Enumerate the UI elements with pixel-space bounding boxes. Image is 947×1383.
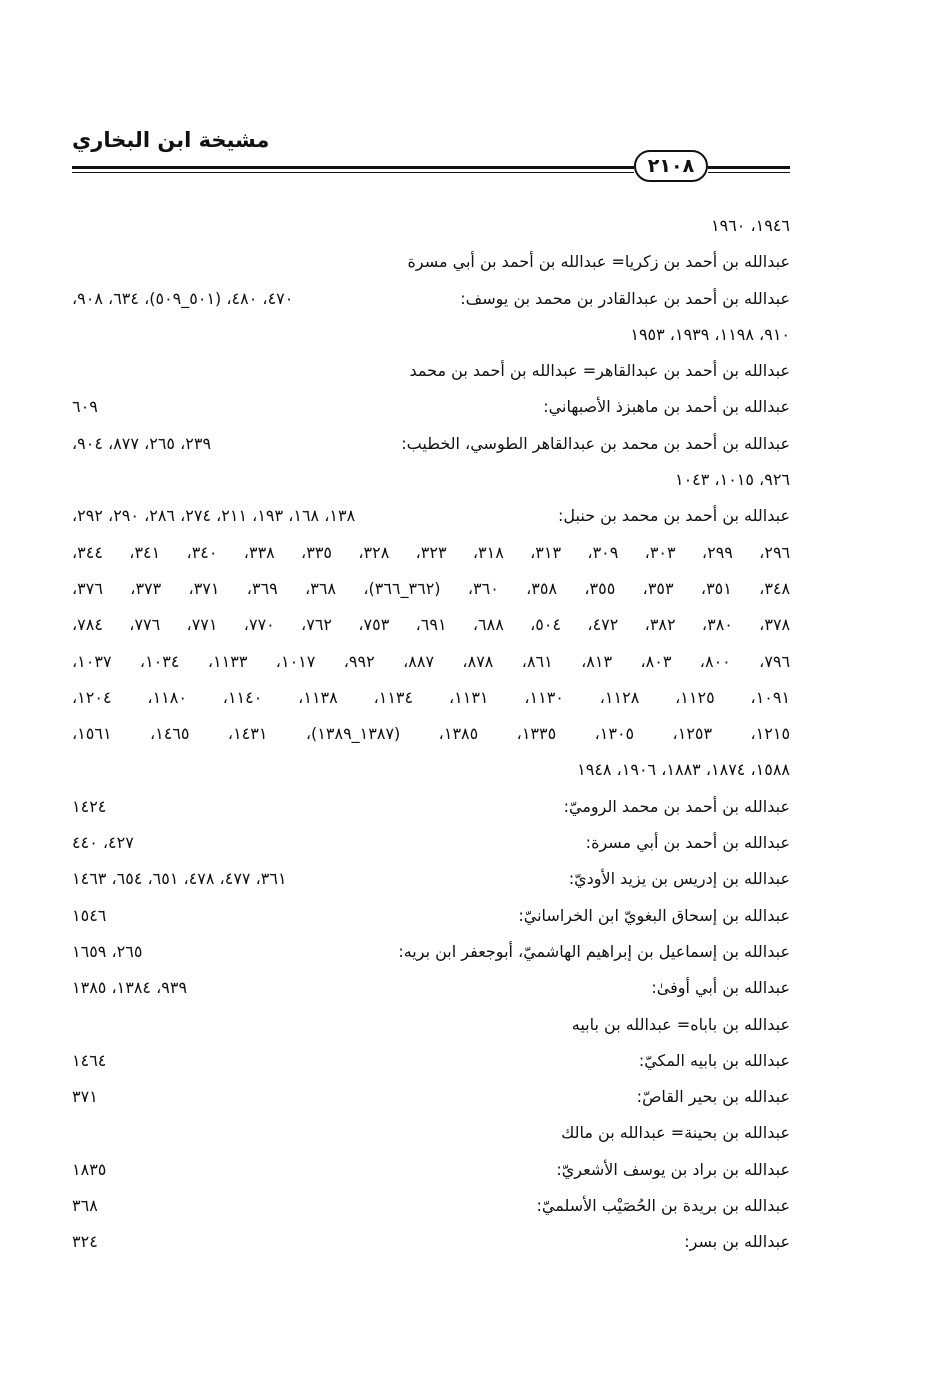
entry-references: ١٨٣٥ <box>72 1159 107 1179</box>
entry-references: ١٣٨، ١٦٨، ١٩٣، ٢١١، ٢٧٤، ٢٨٦، ٢٩٠، ٢٩٢، <box>72 506 356 526</box>
entry-references: ٩٣٩، ١٣٨٤، ١٣٨٥ <box>72 978 188 998</box>
page-number-frame <box>634 150 708 182</box>
index-entry <box>72 426 790 462</box>
entry-name: عبدالله بن أحمد بن ماهبزذ الأصبهاني: <box>543 397 790 417</box>
entry-references: ٣٢٤ <box>72 1232 98 1252</box>
entry-references: ٩٢٦، ١٠١٥، ١٠٤٣ <box>674 470 790 490</box>
index-entry <box>72 1115 790 1151</box>
index-continuation <box>72 644 790 680</box>
index-entry <box>72 1224 790 1260</box>
entry-name: عبدالله بن أحمد بن محمد الروميّ: <box>563 796 790 816</box>
index-entry <box>72 281 790 317</box>
index-entry <box>72 498 790 534</box>
entry-name: عبدالله بن أحمد بن محمد بن حنبل: <box>558 506 790 526</box>
index-continuation <box>72 208 790 244</box>
entry-name: عبدالله بن بحير القاصّ: <box>636 1087 790 1107</box>
entry-references: ٤٧٠، ٤٨٠، (٥٠١_٥٠٩)، ٦٣٤، ٩٠٨، <box>72 288 294 308</box>
entry-references: ١٢١٥، ١٢٥٣، ١٣٠٥، ١٣٣٥، ١٣٨٥، (١٣٨٧_١٣٨٩)، ١٤٣١، ١٤٦٥، ١٥٦١، <box>72 724 790 744</box>
page-number: ٢١٠٨ <box>634 150 708 182</box>
entry-references: ٣٤٨، ٣٥١، ٣٥٣، ٣٥٥، ٣٥٨، ٣٦٠، (٣٦٢_٣٦٦)، ٣٦٨، ٣٦٩، ٣٧١، ٣٧٣، ٣٧٦، <box>72 578 790 598</box>
index-entry <box>72 970 790 1006</box>
index-entry <box>72 1079 790 1115</box>
entry-name: عبدالله بن بحينة= عبدالله بن مالك <box>561 1123 790 1143</box>
entry-references: ١٠٩١، ١١٢٥، ١١٢٨، ١١٣٠، ١١٣١، ١١٣٤، ١١٣٨، ١١٤٠، ١١٨٠، ١٢٠٤، <box>72 687 790 707</box>
index-entry <box>72 353 790 389</box>
entry-references: ٢٩٦، ٢٩٩، ٣٠٣، ٣٠٩، ٣١٣، ٣١٨، ٣٢٣، ٣٢٨، ٣٣٥، ٣٣٨، ٣٤٠، ٣٤١، ٣٤٤، <box>72 542 790 562</box>
entry-name: عبدالله بن أحمد بن محمد بن عبدالقاهر الطوسي، الخطيب: <box>401 433 790 453</box>
index-continuation <box>72 462 790 498</box>
index-entry <box>72 1152 790 1188</box>
entry-name: عبدالله بن بريدة بن الحُصَيْب الأسلميّ: <box>536 1196 790 1216</box>
entry-name: عبدالله بن أحمد بن عبدالقاهر= عبدالله بن أحمد بن محمد <box>409 361 790 381</box>
index-continuation <box>72 317 790 353</box>
entry-references: ٢٣٩، ٢٦٥، ٨٧٧، ٩٠٤، <box>72 433 212 453</box>
entry-name: عبدالله بن براد بن يوسف الأشعريّ: <box>556 1159 790 1179</box>
index-continuation <box>72 716 790 752</box>
index-entry <box>72 934 790 970</box>
index-entry <box>72 825 790 861</box>
entry-references: ٢٦٥، ١٦٥٩ <box>72 941 143 961</box>
entry-references: ١٥٤٦ <box>72 905 107 925</box>
index-entry <box>72 389 790 425</box>
entry-references: ١٥٨٨، ١٨٧٤، ١٨٨٣، ١٩٠٦، ١٩٤٨ <box>577 760 790 780</box>
index-entries <box>72 208 790 1261</box>
entry-name: عبدالله بن بسر: <box>684 1232 790 1252</box>
index-entry <box>72 861 790 897</box>
entry-references: ٩١٠، ١١٩٨، ١٩٣٩، ١٩٥٣ <box>630 324 790 344</box>
entry-references: ١٤٢٤ <box>72 796 107 816</box>
index-continuation <box>72 571 790 607</box>
index-entry <box>72 789 790 825</box>
index-continuation <box>72 535 790 571</box>
entry-name: عبدالله بن باباه= عبدالله بن بابيه <box>571 1014 790 1034</box>
index-entry <box>72 1043 790 1079</box>
entry-references: ٤٢٧، ٤٤٠ <box>72 833 134 853</box>
index-entry <box>72 244 790 280</box>
entry-references: ٣٦٨ <box>72 1196 98 1216</box>
entry-name: عبدالله بن أبي أوفىٰ: <box>651 978 790 998</box>
index-entry <box>72 1188 790 1224</box>
entry-name: عبدالله بن إسماعيل بن إبراهيم الهاشميّ، أبوجعفر ابن بريه: <box>398 941 790 961</box>
index-continuation <box>72 680 790 716</box>
entry-references: ٧٩٦، ٨٠٠، ٨٠٣، ٨١٣، ٨٦١، ٨٧٨، ٨٨٧، ٩٩٢، ١٠١٧، ١١٣٣، ١٠٣٤، ١٠٣٧، <box>72 651 790 671</box>
page-header <box>72 128 790 188</box>
entry-references: ١٤٦٤ <box>72 1050 107 1070</box>
entry-name: عبدالله بن بابيه المكيّ: <box>638 1050 790 1070</box>
entry-references: ٣٦١، ٤٧٧، ٤٧٨، ٦٥١، ٦٥٤، ١٤٦٣ <box>72 869 287 889</box>
entry-name: عبدالله بن أحمد بن أبي مسرة: <box>585 833 790 853</box>
entry-name: عبدالله بن إدريس بن يزيد الأوديّ: <box>568 869 790 889</box>
entry-references: ١٩٤٦، ١٩٦٠ <box>711 216 790 235</box>
index-entry <box>72 1007 790 1043</box>
running-title: مشيخة ابن البخاري <box>72 128 270 152</box>
entry-name: عبدالله بن أحمد بن عبدالقادر بن محمد بن يوسف: <box>460 288 790 308</box>
entry-name: عبدالله بن إسحاق البغويّ ابن الخراسانيّ: <box>518 905 790 925</box>
entry-references: ٣٧٨، ٣٨٠، ٣٨٢، ٤٧٢، ٥٠٤، ٦٨٨، ٦٩١، ٧٥٣، ٧٦٢، ٧٧٠، ٧٧١، ٧٧٦، ٧٨٤، <box>72 615 790 635</box>
index-entry <box>72 898 790 934</box>
entry-references: ٣٧١ <box>72 1087 98 1107</box>
index-continuation <box>72 607 790 643</box>
index-continuation <box>72 752 790 788</box>
entry-references: ٦٠٩ <box>72 397 98 417</box>
entry-name: عبدالله بن أحمد بن زكريا= عبدالله بن أحمد بن أبي مسرة <box>407 252 790 272</box>
